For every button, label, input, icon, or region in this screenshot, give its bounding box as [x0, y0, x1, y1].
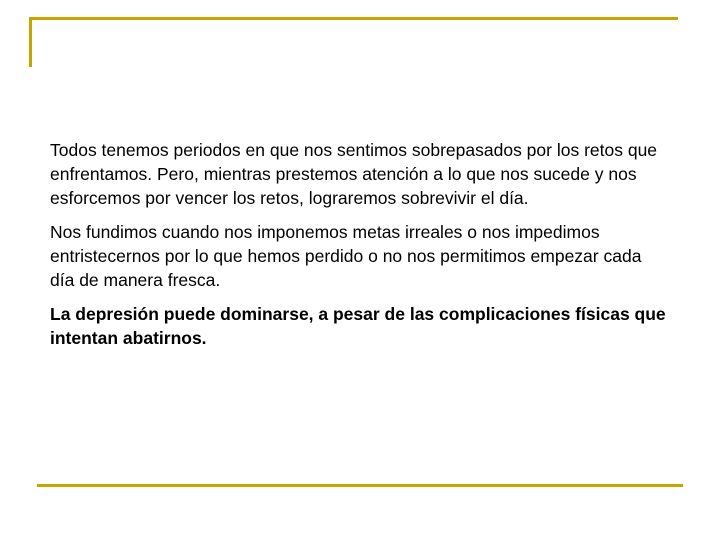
- decorative-top-rule: [29, 17, 678, 20]
- decorative-bottom-rule: [37, 484, 683, 487]
- slide-body: [50, 138, 670, 360]
- decorative-left-rule: [29, 17, 32, 67]
- paragraph-2: Nos fundimos cuando nos imponemos metas irreales o nos impedimos entristecernos por lo que hemos perdido o no nos permitimos empezar cada día de manera fresca.: [50, 222, 642, 290]
- paragraph-1: Todos tenemos periodos en que nos sentimos sobrepasados por los retos que enfrentamos. Pero, mientras prestemos atención a lo que nos sucede y nos esforcemos por vencer los retos, lograremos sobrevivir el día.: [50, 140, 658, 208]
- paragraph-3-emphasis: La depresión puede dominarse, a pesar de las complicaciones físicas que intentan abatirnos.: [50, 304, 666, 348]
